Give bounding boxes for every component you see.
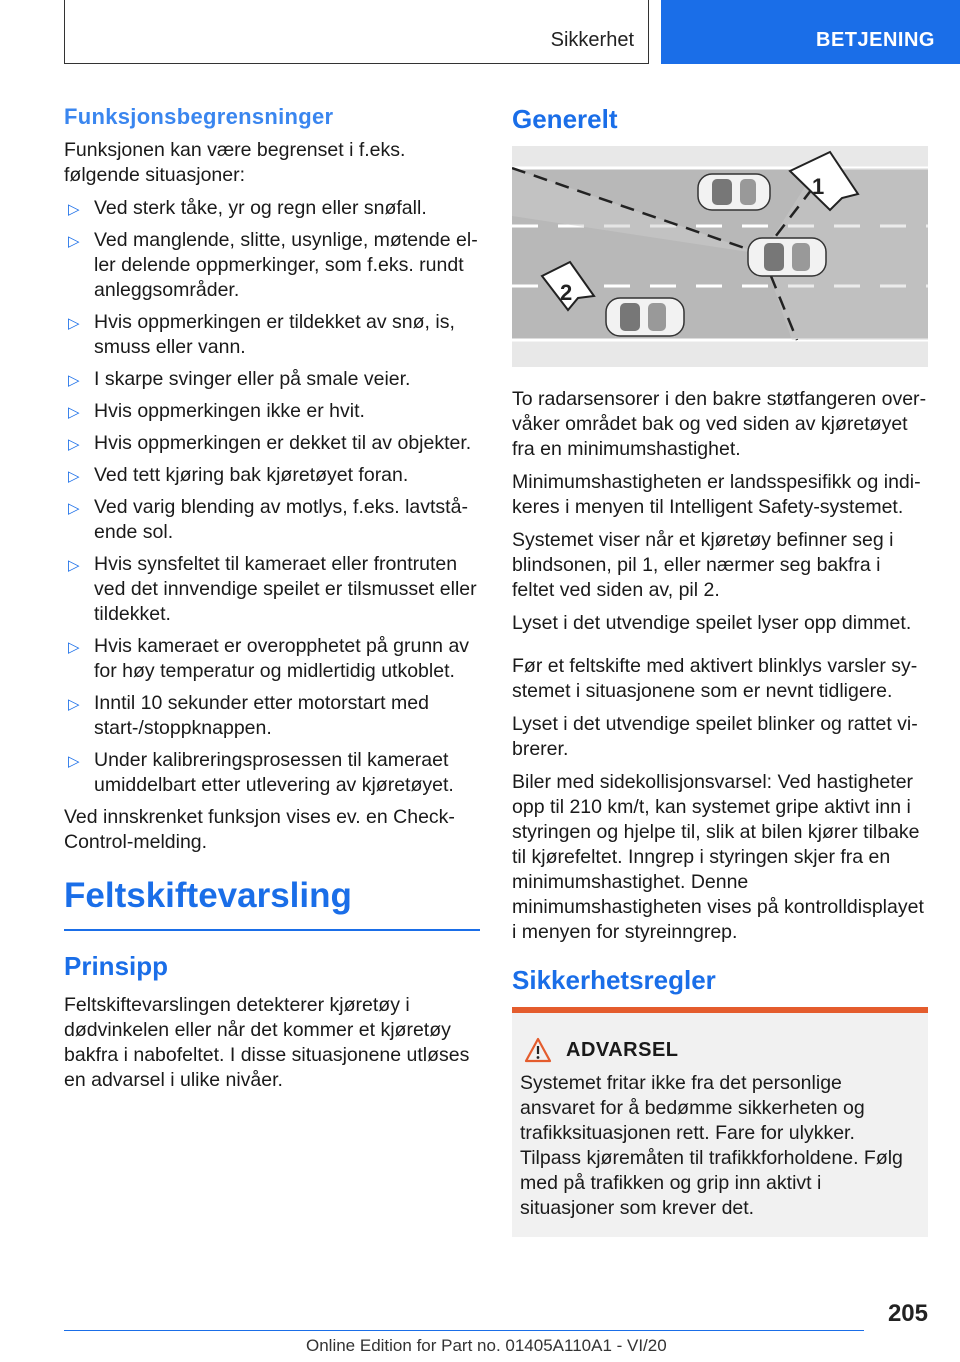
list-item: ▷ Inntil 10 sekunder etter motorstart med start-/stoppknappen.	[68, 692, 429, 739]
general-heading: Generelt	[512, 104, 618, 134]
principle-text: Feltskiftevarslingen detekterer kjøretøy i dødvinkelen eller når det kommer et kjøretøy bakfra i nabofeltet. I disse situasjonene utløses en advarsel i ulike nivåer.	[64, 994, 470, 1091]
limits-outro: Ved innskrenket funksjon vises ev. en Check-Control-melding.	[64, 806, 455, 853]
general-paragraph: To radarsensorer i den bakre støtfangeren overvåker området bak og ved siden av kjøretøyet fra en minimumshastighet.	[512, 388, 927, 460]
header-chapter-tab: BETJENING	[661, 0, 960, 64]
car-own	[748, 238, 826, 276]
list-item: ▷ Hvis kameraet er overopphetet på grunn av for høy temperatur og midlertidig utkoblet.	[68, 635, 470, 682]
general-paragraph: Lyset i det utvendige speilet blinker og rattet vibrerer.	[512, 713, 918, 760]
triangle-bullet-icon: ▷	[68, 404, 80, 421]
general-paragraph: Biler med sidekollisjonsvarsel: Ved hastigheter opp til 210 km/t, kan systemet gripe aktivt inn i styringen og hjelpe til, slik at bilen kjører tilbake til kjørefeltet. Inngrep i styringen skjer fra en minimumshastighet. Denne minimumshastigheten vises på kontrolldisplayet i menyen for styreinngrep.	[512, 771, 924, 943]
right-column	[512, 102, 928, 1237]
triangle-bullet-icon: ▷	[68, 500, 80, 517]
list-item: ▷ Hvis oppmerkingen er tildekket av snø, is, smuss eller vann.	[68, 311, 455, 358]
list-item: ▷ Ved manglende, slitte, usynlige, møtende eller delende oppmerkinger, som f.eks. rundt anleggsområder.	[68, 229, 478, 301]
list-item: ▷ I skarpe svinger eller på smale veier.	[64, 367, 480, 392]
triangle-bullet-icon: ▷	[68, 315, 80, 332]
list-item: ▷ Hvis synsfeltet til kameraet eller frontruten ved det innvendige speilet er tilsmusset eller tildekket.	[68, 553, 477, 625]
general-paragraph: Minimumshastigheten er landsspesifikk og indikeres i menyen til Intelligent Safety-systemet.	[512, 471, 921, 518]
triangle-bullet-icon: ▷	[68, 201, 80, 218]
warning-title: ADVARSEL	[566, 1038, 679, 1061]
triangle-bullet-icon: ▷	[68, 557, 80, 574]
page-number: 205	[887, 1300, 928, 1327]
blind-spot-figure	[512, 146, 928, 367]
warning-header	[520, 1037, 920, 1063]
main-heading: Feltskiftevarsling	[64, 871, 480, 931]
road-illustration	[512, 146, 928, 367]
list-item: ▷ Ved tett kjøring bak kjøretøyet foran.	[64, 463, 480, 488]
car-left-lane	[606, 298, 684, 336]
list-item: ▷ Under kalibreringsprosessen til kameraet umiddelbart etter utlevering av kjøretøyet.	[68, 749, 454, 796]
warning-box	[512, 1007, 928, 1237]
list-item: ▷ Ved varig blending av motlys, f.eks. lavtstående sol.	[68, 496, 468, 543]
list-item: ▷ Hvis oppmerkingen er dekket til av objekter.	[64, 431, 480, 456]
warning-text: Systemet fritar ikke fra det personlige ansvaret for å bedømme sikkerheten og trafikksituasjonen rett. Fare for ulykker. Tilpass kjøremåten til trafikkforholdene. Følg med på trafikken og grip inn aktivt i situasjoner som krever det.	[520, 1072, 903, 1219]
list-item: ▷ Ved sterk tåke, yr og regn eller snøfall.	[64, 196, 480, 221]
warning-triangle-icon	[524, 1037, 552, 1063]
svg-text:2: 2	[560, 280, 573, 305]
triangle-bullet-icon: ▷	[68, 372, 80, 389]
safety-heading: Sikkerhetsregler	[512, 965, 716, 995]
general-paragraph: Systemet viser når et kjøretøy befinner seg i blindsonen, pil 1, eller nærmer seg bakfra i feltet ved siden av, pil 2.	[512, 529, 894, 601]
limits-intro: Funksjonen kan være begrenset i f.eks. følgende situasjoner:	[64, 139, 406, 186]
triangle-bullet-icon: ▷	[68, 436, 80, 453]
general-paragraph: Lyset i det utvendige speilet lyser opp dimmet.	[512, 612, 912, 634]
header-section-title: Sikkerhet	[550, 29, 634, 51]
footer-edition: Online Edition for Part no. 01405A110A1 - VI/20	[306, 1336, 667, 1355]
footer-divider	[64, 1330, 864, 1331]
svg-text:1: 1	[812, 174, 825, 199]
triangle-bullet-icon: ▷	[68, 468, 80, 485]
principle-heading: Prinsipp	[64, 951, 169, 981]
limits-list	[64, 196, 480, 798]
triangle-bullet-icon: ▷	[68, 753, 80, 770]
left-column	[64, 102, 480, 1101]
triangle-bullet-icon: ▷	[68, 639, 80, 656]
triangle-bullet-icon: ▷	[68, 233, 80, 250]
header-section-box	[64, 0, 649, 64]
list-item: ▷ Hvis oppmerkingen ikke er hvit.	[64, 399, 480, 424]
triangle-bullet-icon: ▷	[68, 696, 80, 713]
car-rear	[698, 174, 770, 210]
general-paragraph: Før et feltskifte med aktivert blinklys varsler systemet i situasjonene som er nevnt tidligere.	[512, 655, 918, 702]
limits-heading: Funksjonsbegrensninger	[64, 104, 334, 129]
